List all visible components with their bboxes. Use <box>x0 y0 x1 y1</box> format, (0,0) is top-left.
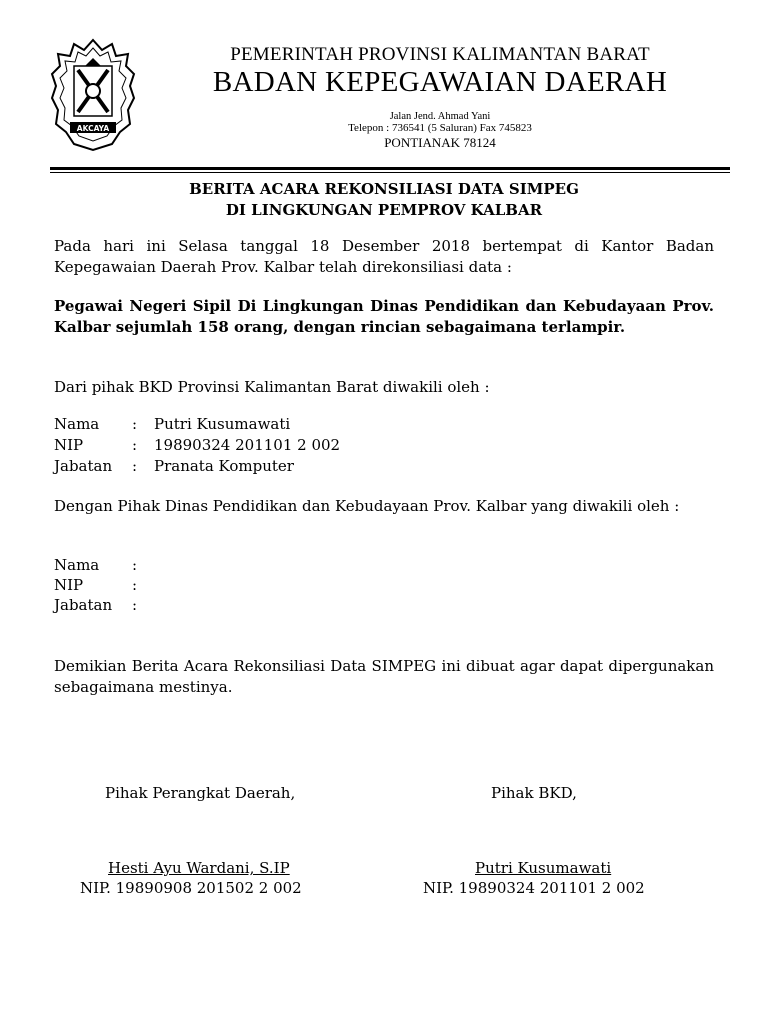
field-colon: : <box>132 596 138 614</box>
field-label: Nama <box>54 415 100 433</box>
field-colon: : <box>132 556 138 574</box>
provincial-emblem-logo <box>50 36 136 154</box>
field-value: 19890324 201101 2 002 <box>154 436 341 454</box>
bkd-representative-intro: Dari pihak BKD Provinsi Kalimantan Barat diwakili oleh : <box>54 378 490 396</box>
letterhead-address: Jalan Jend. Ahmad Yani <box>389 111 491 122</box>
field-colon: : <box>132 457 138 475</box>
field-value: Putri Kusumawati <box>154 415 291 433</box>
field-label: Jabatan <box>54 457 113 475</box>
field-value: Pranata Komputer <box>154 457 294 475</box>
left-signatory-nip: NIP. 19890908 201502 2 002 <box>80 879 302 897</box>
intro-paragraph: Pada hari ini Selasa tanggal 18 Desember 2018 bertempat di Kantor Badan Kepegawaian Daerah Prov. Kalbar telah direkonsiliasi data : <box>54 237 714 276</box>
right-signatory-nip: NIP. 19890324 201101 2 002 <box>423 879 645 897</box>
left-signatory-name: Hesti Ayu Wardani, S.IP <box>108 859 290 877</box>
field-label: Nama <box>54 556 100 574</box>
field-colon: : <box>132 415 138 433</box>
field-label: Jabatan <box>54 596 113 614</box>
letterhead-city: PONTIANAK 78124 <box>384 135 496 150</box>
field-label: NIP <box>54 436 84 454</box>
document-title-line2: DI LINGKUNGAN PEMPROV KALBAR <box>225 201 543 219</box>
right-signatory-name: Putri Kusumawati <box>475 859 612 877</box>
svg-text:AKCAYA: AKCAYA <box>76 124 110 133</box>
document-title-line1: BERITA ACARA REKONSILIASI DATA SIMPEG <box>189 180 579 198</box>
letterhead-government: PEMERINTAH PROVINSI KALIMANTAN BARAT <box>230 44 650 65</box>
letterhead-divider-thin <box>50 172 730 173</box>
field-label: NIP <box>54 576 84 594</box>
subject-paragraph: Pegawai Negeri Sipil Di Lingkungan Dinas Pendidikan dan Kebudayaan Prov. Kalbar sejumlah 158 orang, dengan rincian sebagaimana terlampir. <box>54 297 714 336</box>
field-colon: : <box>132 436 138 454</box>
right-signatory-role: Pihak BKD, <box>491 784 577 802</box>
closing-paragraph: Demikian Berita Acara Rekonsiliasi Data SIMPEG ini dibuat agar dapat dipergunakan sebagaimana mestinya. <box>54 657 714 696</box>
letterhead-agency: BADAN KEPEGAWAIAN DAERAH <box>212 66 668 98</box>
letterhead-phone: Telepon : 736541 (5 Saluran) Fax 745823 <box>348 122 532 134</box>
letterhead-divider-thick <box>50 167 730 170</box>
dinas-representative-intro: Dengan Pihak Dinas Pendidikan dan Kebudayaan Prov. Kalbar yang diwakili oleh : <box>54 497 680 515</box>
field-colon: : <box>132 576 138 594</box>
left-signatory-role: Pihak Perangkat Daerah, <box>105 784 296 802</box>
